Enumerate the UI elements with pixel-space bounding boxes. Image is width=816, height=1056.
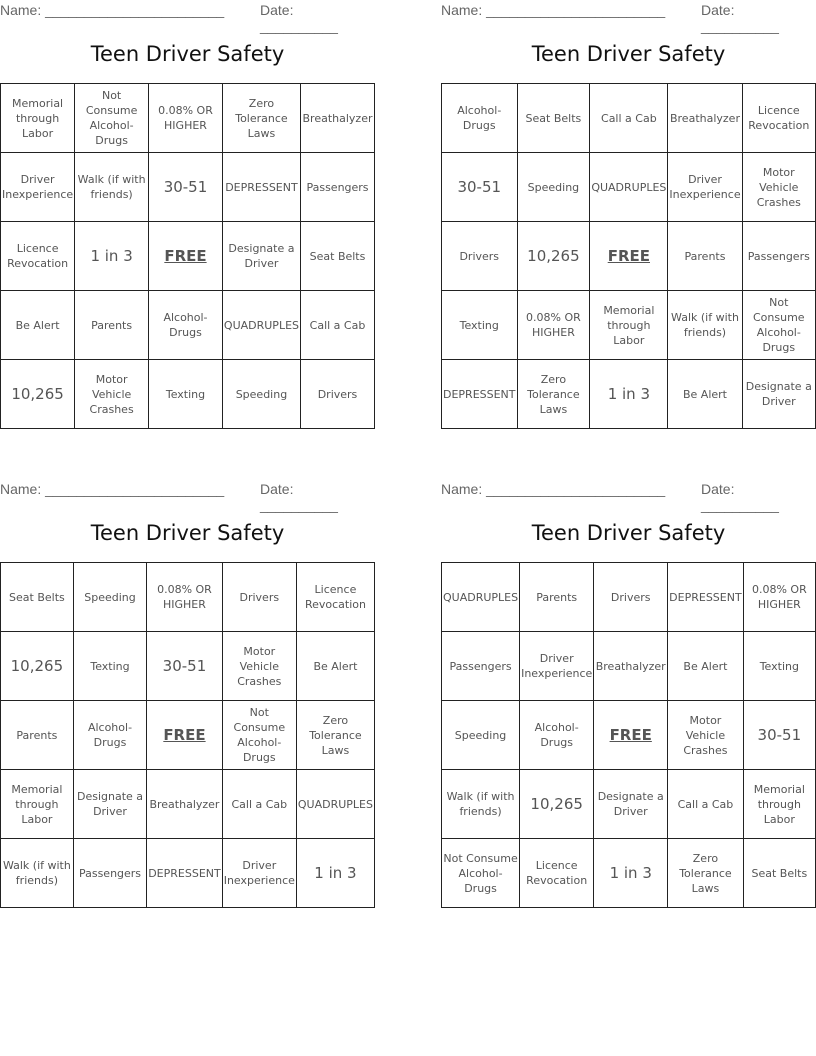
bingo-row [442, 153, 816, 222]
bingo-row [1, 839, 375, 908]
bingo-cell: Drivers [222, 563, 296, 632]
bingo-card [0, 479, 375, 887]
card-header [0, 0, 375, 34]
bingo-cell: DEPRESSENT [668, 563, 744, 632]
bingo-cell: 10,265 [1, 632, 74, 701]
bingo-cell: 0.08% OR HIGHER [517, 291, 590, 360]
bingo-row [442, 632, 816, 701]
bingo-cell: 30-51 [743, 701, 815, 770]
bingo-cell: Designate a Driver [222, 222, 300, 291]
bingo-cell: Walk (if with friends) [668, 291, 742, 360]
bingo-cell: Passengers [442, 632, 520, 701]
bingo-cell: 10,265 [1, 360, 75, 429]
bingo-cell: Call a Cab [668, 770, 744, 839]
bingo-cell: 1 in 3 [590, 360, 668, 429]
date-field-label: Date: __________ [260, 481, 338, 513]
bingo-cell: Drivers [594, 563, 668, 632]
bingo-cell: Texting [149, 360, 223, 429]
date-field-label: Date: __________ [701, 2, 779, 34]
bingo-cell: Call a Cab [590, 84, 668, 153]
bingo-cell: Walk (if with friends) [75, 153, 149, 222]
bingo-cell: Seat Belts [1, 563, 74, 632]
bingo-cell: Memorial through Labor [743, 770, 815, 839]
bingo-cell: Breathalyzer [301, 84, 375, 153]
bingo-cell: Call a Cab [222, 770, 296, 839]
bingo-cell: Walk (if with friends) [442, 770, 520, 839]
bingo-cell: Not Consume Alcohol-Drugs [742, 291, 815, 360]
bingo-cell: Breathalyzer [147, 770, 223, 839]
bingo-cell: Motor Vehicle Crashes [222, 632, 296, 701]
bingo-cell: Passengers [742, 222, 815, 291]
bingo-cell: Seat Belts [743, 839, 815, 908]
name-field-label: Name: _______________________ [0, 2, 225, 18]
bingo-card [0, 0, 375, 416]
bingo-cell: Texting [743, 632, 815, 701]
date-field-label: Date: __________ [701, 481, 779, 513]
bingo-row [442, 839, 816, 908]
bingo-cell: QUADRUPLES [442, 563, 520, 632]
card-title: Teen Driver Safety [90, 521, 285, 545]
date-field-label: Date: __________ [260, 2, 338, 34]
bingo-cell: Speeding [73, 563, 146, 632]
bingo-row [442, 291, 816, 360]
bingo-cell: Parents [1, 701, 74, 770]
bingo-card [441, 0, 816, 416]
bingo-row [442, 360, 816, 429]
bingo-cell: Parents [75, 291, 149, 360]
bingo-cell: Driver Inexperience [1, 153, 75, 222]
bingo-cell: Zero Tolerance Laws [222, 84, 300, 153]
free-space: FREE [590, 222, 668, 291]
bingo-cell: 1 in 3 [296, 839, 374, 908]
bingo-row [1, 84, 375, 153]
bingo-cell: Parents [668, 222, 742, 291]
bingo-cell: Seat Belts [301, 222, 375, 291]
bingo-cell: Texting [442, 291, 518, 360]
bingo-cell: 0.08% OR HIGHER [147, 563, 223, 632]
bingo-row [442, 222, 816, 291]
bingo-cell: Drivers [442, 222, 518, 291]
bingo-cell: Memorial through Labor [1, 770, 74, 839]
bingo-cell: Seat Belts [517, 84, 590, 153]
bingo-cell: Licence Revocation [296, 563, 374, 632]
bingo-cell: Designate a Driver [73, 770, 146, 839]
bingo-cell: 1 in 3 [75, 222, 149, 291]
bingo-cell: Texting [73, 632, 146, 701]
bingo-cell: Not Consume Alcohol-Drugs [75, 84, 149, 153]
bingo-cell: Zero Tolerance Laws [668, 839, 744, 908]
bingo-grid [441, 83, 816, 429]
bingo-cell: DEPRESSENT [222, 153, 300, 222]
card-title: Teen Driver Safety [531, 521, 726, 545]
bingo-cell: Not Consume Alcohol-Drugs [222, 701, 296, 770]
bingo-row [1, 632, 375, 701]
name-field-label: Name: _______________________ [441, 2, 666, 18]
bingo-cell: Alcohol-Drugs [442, 84, 518, 153]
bingo-cell: Be Alert [296, 632, 374, 701]
bingo-cell: Licence Revocation [1, 222, 75, 291]
bingo-cell: Licence Revocation [520, 839, 594, 908]
bingo-cell: QUADRUPLES [222, 291, 300, 360]
bingo-cell: Motor Vehicle Crashes [668, 701, 744, 770]
free-space: FREE [594, 701, 668, 770]
bingo-row [1, 153, 375, 222]
bingo-cell: Walk (if with friends) [1, 839, 74, 908]
bingo-cell: 1 in 3 [594, 839, 668, 908]
bingo-cell: 10,265 [517, 222, 590, 291]
card-header [441, 0, 816, 34]
name-field-label: Name: _______________________ [441, 481, 666, 497]
bingo-row [442, 701, 816, 770]
bingo-cell: Memorial through Labor [1, 84, 75, 153]
bingo-cell: 30-51 [147, 632, 223, 701]
name-field-label: Name: _______________________ [0, 481, 225, 497]
bingo-cell: Be Alert [668, 360, 742, 429]
bingo-cell: Memorial through Labor [590, 291, 668, 360]
bingo-cell: Speeding [442, 701, 520, 770]
bingo-cell: 10,265 [520, 770, 594, 839]
bingo-row [1, 563, 375, 632]
bingo-cell: Alcohol-Drugs [149, 291, 223, 360]
bingo-row [1, 291, 375, 360]
free-space: FREE [147, 701, 223, 770]
bingo-cell: 30-51 [442, 153, 518, 222]
bingo-row [1, 770, 375, 839]
bingo-cell: Passengers [301, 153, 375, 222]
bingo-cell: Parents [520, 563, 594, 632]
bingo-grid [0, 562, 375, 908]
bingo-cell: Driver Inexperience [520, 632, 594, 701]
bingo-cell: Speeding [517, 153, 590, 222]
bingo-row [442, 563, 816, 632]
bingo-cell: QUADRUPLES [590, 153, 668, 222]
bingo-grid [0, 83, 375, 429]
bingo-cell: Motor Vehicle Crashes [742, 153, 815, 222]
bingo-cell: Motor Vehicle Crashes [75, 360, 149, 429]
bingo-cell: Zero Tolerance Laws [517, 360, 590, 429]
bingo-row [1, 222, 375, 291]
bingo-cell: Alcohol-Drugs [520, 701, 594, 770]
bingo-cell: DEPRESSENT [442, 360, 518, 429]
bingo-cell: Breathalyzer [668, 84, 742, 153]
bingo-cell: Speeding [222, 360, 300, 429]
bingo-cell: Be Alert [1, 291, 75, 360]
card-header [0, 479, 375, 513]
bingo-cell: QUADRUPLES [296, 770, 374, 839]
bingo-card [441, 479, 816, 895]
bingo-cell: Drivers [301, 360, 375, 429]
bingo-cell: 30-51 [149, 153, 223, 222]
bingo-grid [441, 562, 816, 908]
bingo-cell: 0.08% OR HIGHER [743, 563, 815, 632]
bingo-row [442, 84, 816, 153]
card-title: Teen Driver Safety [90, 42, 285, 66]
bingo-row [1, 360, 375, 429]
bingo-cell: Licence Revocation [742, 84, 815, 153]
card-title: Teen Driver Safety [531, 42, 726, 66]
bingo-row [442, 770, 816, 839]
bingo-cell: Alcohol-Drugs [73, 701, 146, 770]
bingo-cell: 0.08% OR HIGHER [149, 84, 223, 153]
bingo-cell: Driver Inexperience [668, 153, 742, 222]
bingo-cell: Designate a Driver [594, 770, 668, 839]
bingo-cell: Zero Tolerance Laws [296, 701, 374, 770]
bingo-cell: Be Alert [668, 632, 744, 701]
card-header [441, 479, 816, 513]
bingo-cell: Call a Cab [301, 291, 375, 360]
bingo-cell: Driver Inexperience [222, 839, 296, 908]
bingo-cell: Passengers [73, 839, 146, 908]
bingo-cell: Breathalyzer [594, 632, 668, 701]
free-space: FREE [149, 222, 223, 291]
bingo-cell: Not Consume Alcohol-Drugs [442, 839, 520, 908]
bingo-cell: Designate a Driver [742, 360, 815, 429]
bingo-cell: DEPRESSENT [147, 839, 223, 908]
bingo-row [1, 701, 375, 770]
